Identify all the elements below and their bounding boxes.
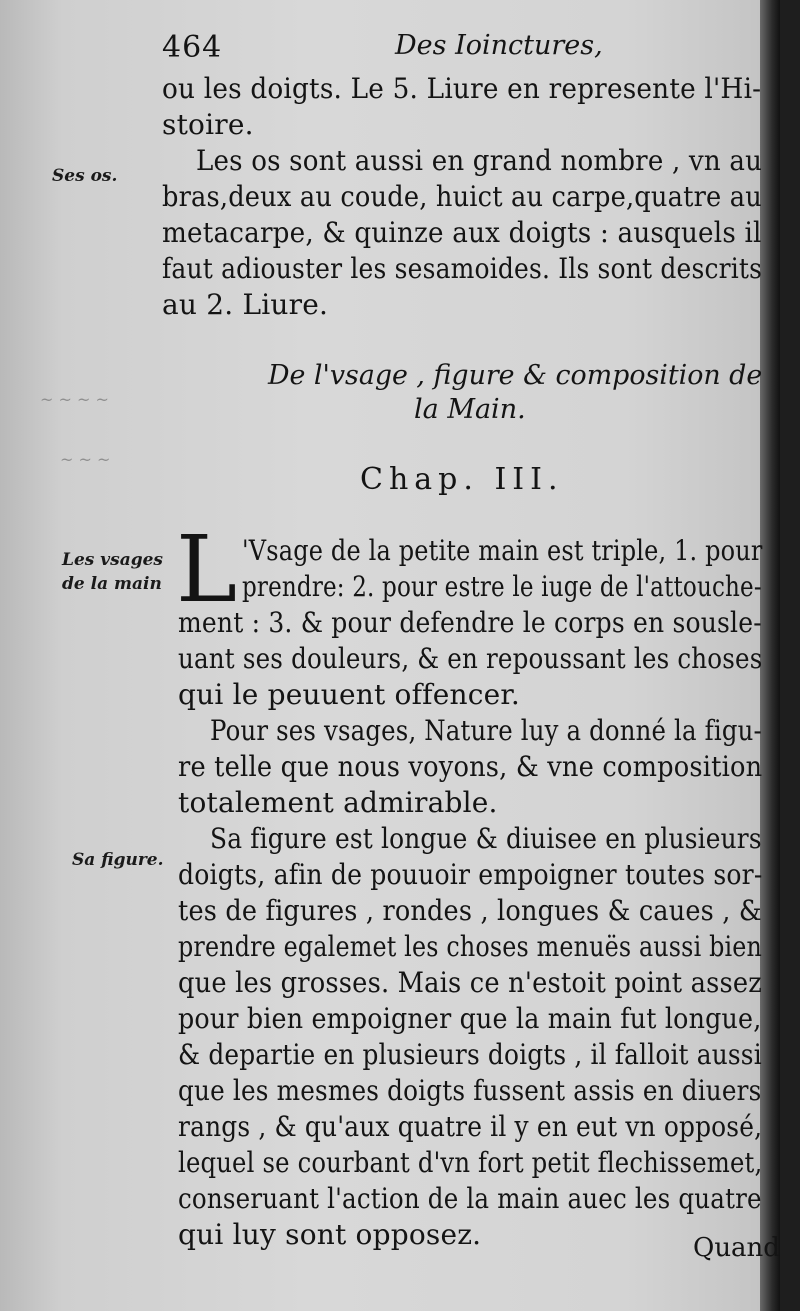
text-line: ou les doigts. Le 5. Liure en represente l'Hi-: [162, 72, 762, 105]
bleed-through-text: ~ ~ ~: [60, 450, 111, 469]
margin-note-figure: Sa figure.: [72, 850, 164, 870]
text-line: qui le peuuent offencer.: [178, 678, 521, 711]
text-line: bras,deux au coude, huict au carpe,quatre au: [162, 180, 762, 213]
margin-note-usages: de la main: [62, 574, 162, 594]
text-line: pour bien empoigner que la main fut longue,: [178, 1002, 762, 1035]
text-line: uant ses douleurs, & en repoussant les choses: [178, 642, 763, 675]
text-line: au 2. Liure.: [162, 288, 329, 321]
running-title: Des Ioinctures,: [395, 30, 603, 61]
text-line: tes de figures , rondes , longues & caues , &: [178, 894, 762, 927]
text-line: qui luy sont opposez.: [178, 1218, 482, 1251]
text-line: lequel se courbant d'vn fort petit flechissemet,: [178, 1146, 763, 1179]
drop-cap: L: [176, 516, 238, 623]
text-line: faut adiouster les sesamoides. Ils sont descrits: [162, 252, 763, 285]
text-line: rangs , & qu'aux quatre il y en eut vn opposé,: [178, 1110, 763, 1143]
text-line: 'Vsage de la petite main est triple, 1. pour: [242, 534, 763, 567]
text-line: metacarpe, & quinze aux doigts : ausquels il: [162, 216, 762, 249]
text-line: Les os sont aussi en grand nombre , vn au: [196, 144, 763, 177]
page-number: 464: [162, 30, 223, 65]
text-line: stoire.: [162, 108, 254, 141]
catchword: Quand: [693, 1233, 780, 1263]
text-line: totalement admirable.: [178, 786, 498, 819]
text-line: doigts, afin de pouuoir empoigner toutes sor-: [178, 858, 763, 891]
section-heading-line: De l'vsage , figure & composition de: [268, 360, 763, 391]
chapter-title: Chap. III.: [360, 462, 564, 497]
text-line: conseruant l'action de la main auec les quatre: [178, 1182, 762, 1215]
section-heading-line: la Main.: [414, 394, 526, 425]
margin-note-os: Ses os.: [52, 166, 118, 186]
text-line: prendre egalemet les choses menuës aussi bien: [178, 930, 763, 963]
text-line: prendre: 2. pour estre le iuge de l'attouche-: [242, 570, 762, 603]
text-line: re telle que nous voyons, & vne composition: [178, 750, 763, 783]
text-line: que les grosses. Mais ce n'estoit point assez: [178, 966, 763, 999]
text-line: Pour ses vsages, Nature luy a donné la figu-: [210, 714, 762, 747]
margin-note-usages: Les vsages: [62, 550, 163, 570]
text-line: que les mesmes doigts fussent assis en diuers: [178, 1074, 762, 1107]
bleed-through-text: ~ ~ ~ ~: [40, 390, 109, 409]
text-line: Sa figure est longue & diuisee en plusieurs: [210, 822, 762, 855]
text-line: ment : 3. & pour defendre le corps en sousle-: [178, 606, 762, 639]
text-line: & departie en plusieurs doigts , il falloit aussi: [178, 1038, 762, 1071]
page-edge-shadow: [760, 0, 780, 1311]
